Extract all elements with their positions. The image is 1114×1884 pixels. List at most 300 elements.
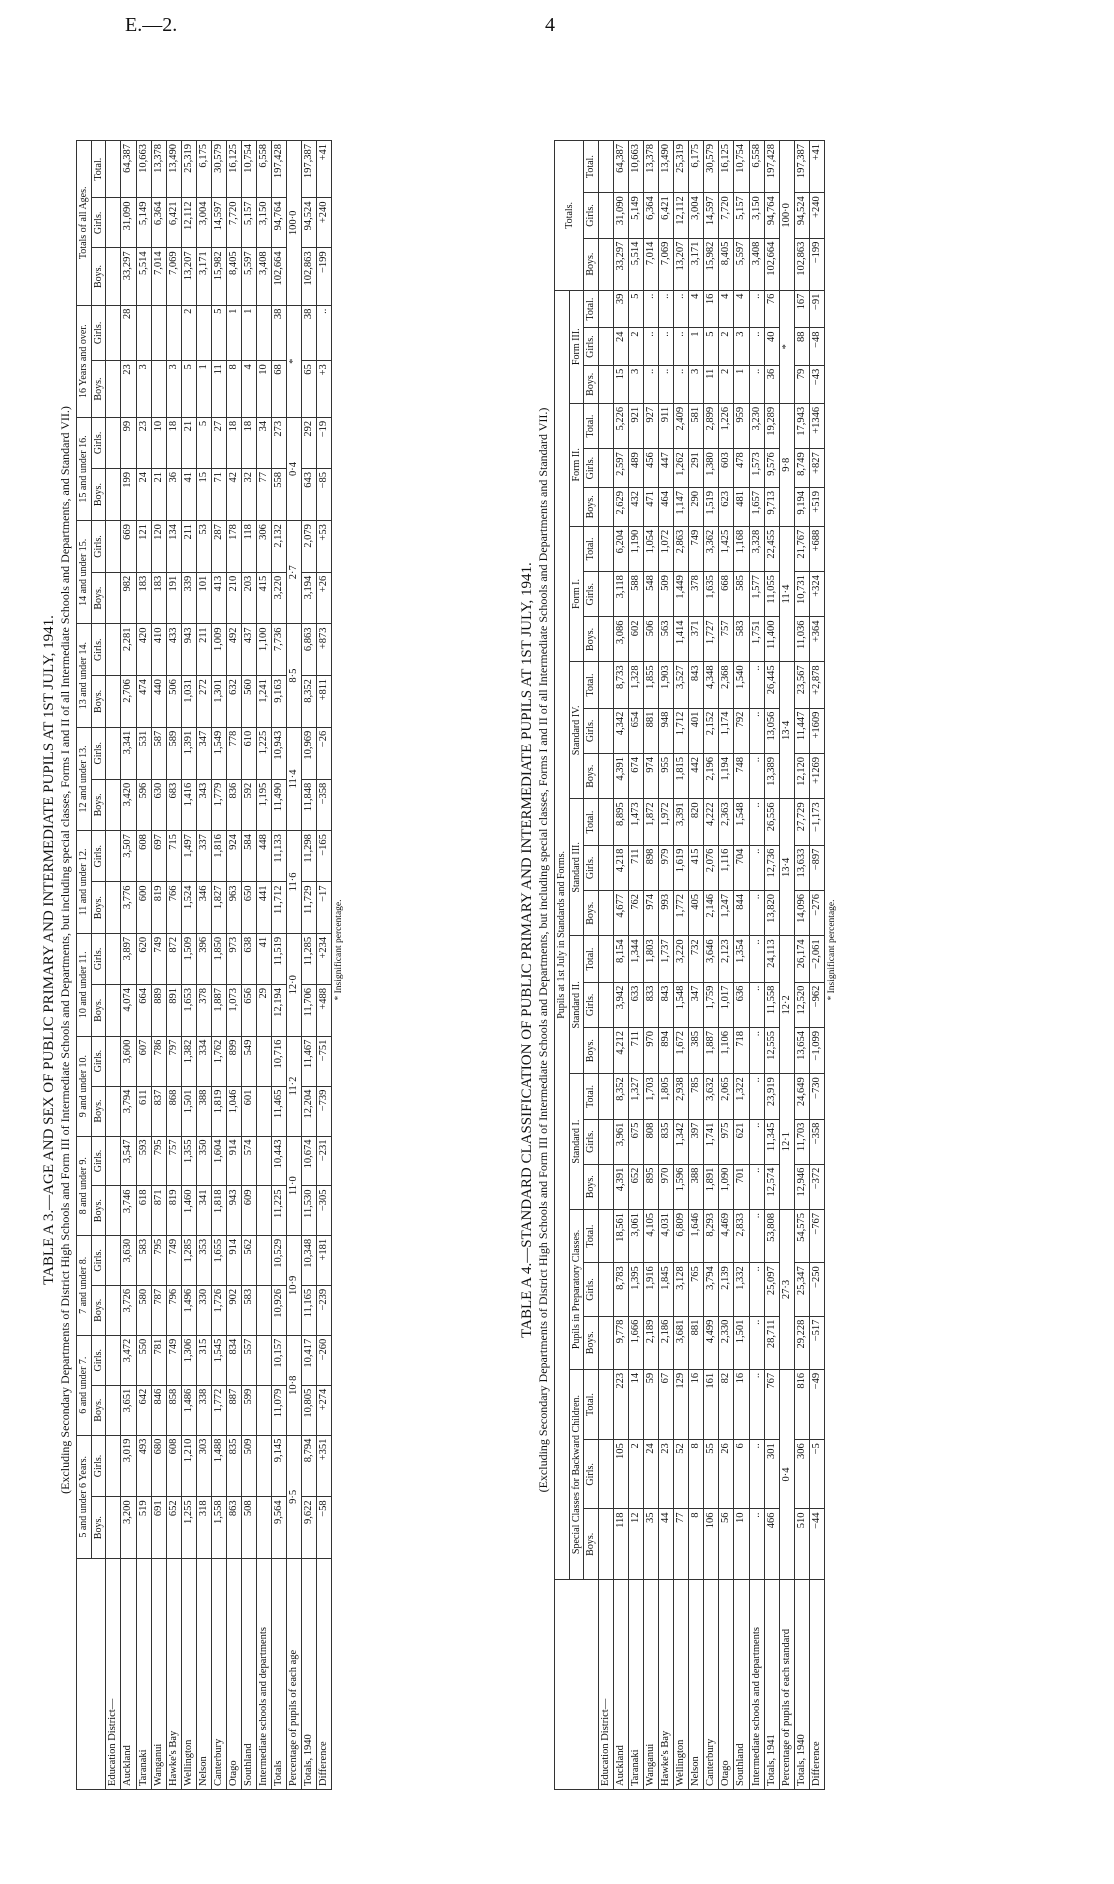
cell-value: 2: [719, 365, 734, 403]
cell-value: 64,387: [121, 141, 136, 198]
cell-value: 456: [644, 449, 659, 488]
cell-value: ..: [749, 1119, 764, 1164]
cell-value: [257, 1497, 272, 1559]
cell-value: 1,174: [719, 708, 734, 753]
cell-value: 2,076: [704, 845, 719, 890]
cell-value: 1: [689, 328, 704, 365]
difference-value: +3: [317, 361, 332, 418]
cell-value: 388: [689, 1164, 704, 1209]
percentage-value: 27·3: [779, 1209, 794, 1369]
cell-value: 1,262: [674, 449, 689, 488]
cell-value: 1,887: [704, 1028, 719, 1074]
cell-value: 3,646: [704, 936, 719, 982]
cell-value: 105: [613, 1440, 628, 1509]
cell-value: 1,301: [211, 676, 226, 728]
cell-value: 5,514: [136, 248, 151, 305]
cell-value: 10: [151, 417, 166, 468]
cell-value: ..: [749, 799, 764, 845]
difference-value: +488: [317, 984, 332, 1036]
col-total-header: Total.: [584, 662, 599, 708]
cell-value: 1,703: [644, 1074, 659, 1119]
cell-value: 1,382: [181, 1036, 196, 1086]
empty-cell: [106, 1335, 121, 1385]
age-group-header: 9 and under 10.: [77, 1036, 92, 1136]
district-name: Southland: [734, 1580, 749, 1790]
table-row: [749, 141, 764, 1790]
difference-value: −517: [809, 1316, 824, 1369]
cell-value: [257, 1036, 272, 1086]
cell-value: ..: [644, 365, 659, 403]
difference-value: ..: [317, 305, 332, 361]
cell-value: 6,175: [689, 141, 704, 193]
cell-value: 1,344: [629, 936, 644, 982]
cell-value: 765: [689, 1263, 704, 1316]
cell-value: 33,297: [613, 238, 628, 290]
total-value: 13,389: [764, 754, 779, 799]
cell-value: 26: [719, 1440, 734, 1509]
cell-value: 894: [659, 1028, 674, 1074]
cell-value: 1,751: [749, 617, 764, 662]
col-boys-header: Boys.: [91, 469, 106, 521]
total-value: 76: [764, 290, 779, 328]
empty-cell: [106, 1385, 121, 1435]
cell-value: 607: [136, 1036, 151, 1086]
col-girls-header: Girls.: [91, 727, 106, 779]
cell-value: 1,604: [211, 1136, 226, 1186]
cell-value: 306: [257, 521, 272, 573]
cell-value: [166, 305, 181, 361]
cell-value: 3,794: [704, 1263, 719, 1316]
cell-value: 1: [241, 305, 256, 361]
col-girls-header: Girls.: [91, 305, 106, 361]
cell-value: 623: [719, 487, 734, 526]
col-girls-header: Girls.: [91, 417, 106, 468]
cell-value: 835: [659, 1119, 674, 1164]
table-a4: [554, 140, 824, 1790]
standard-group-header: Standard III.: [569, 799, 584, 936]
total-value: 12,736: [764, 845, 779, 890]
cell-value: 609: [241, 1186, 256, 1235]
empty-cell: [106, 984, 121, 1036]
total-value: 28,711: [764, 1316, 779, 1369]
total-value: 11,400: [764, 617, 779, 662]
empty-cell: [106, 521, 121, 573]
table-row: [734, 141, 749, 1790]
total-value: 22,455: [764, 526, 779, 571]
difference-value: −239: [317, 1285, 332, 1335]
cell-value: 318: [196, 1497, 211, 1559]
totals-label: Totals: [272, 1559, 287, 1790]
cell-value: 2,629: [613, 487, 628, 526]
cell-value: ..: [749, 365, 764, 403]
cell-value: 1,540: [734, 662, 749, 708]
empty-cell: [598, 526, 613, 571]
age-group-header: 7 and under 8.: [77, 1235, 92, 1335]
totals-1940-value: 197,387: [302, 141, 317, 198]
section-label: Education District—: [598, 1580, 613, 1790]
cell-value: 656: [241, 984, 256, 1036]
cell-value: 31,090: [613, 193, 628, 238]
percentage-value: 12·1: [779, 1074, 794, 1210]
cell-value: 8,352: [613, 1074, 628, 1119]
total-value: 23,919: [764, 1074, 779, 1119]
percentage-value: 100·0: [287, 141, 302, 306]
difference-label: Difference: [317, 1559, 332, 1790]
totals-1940-value: 102,863: [302, 248, 317, 305]
cell-value: 596: [136, 779, 151, 830]
cell-value: 6,175: [196, 141, 211, 198]
percentage-value: 12·2: [779, 936, 794, 1074]
totals-1940-value: 10,417: [302, 1335, 317, 1385]
total-value: 102,664: [764, 238, 779, 290]
cell-value: 10: [734, 1509, 749, 1580]
cell-value: 4,499: [704, 1316, 719, 1369]
cell-value: 478: [734, 449, 749, 488]
difference-value: +41: [317, 141, 332, 198]
totals-1940-value: 21,767: [794, 526, 809, 571]
cell-value: 837: [151, 1086, 166, 1136]
totals-1940-value: 17,943: [794, 403, 809, 448]
cell-value: 749: [166, 1235, 181, 1285]
cell-value: 334: [196, 1036, 211, 1086]
difference-value: +873: [317, 624, 332, 676]
percentage-value: 10·9: [287, 1235, 302, 1335]
cell-value: 8: [226, 361, 241, 418]
cell-value: 506: [644, 617, 659, 662]
cell-value: 3: [734, 328, 749, 365]
cell-value: 8,293: [704, 1209, 719, 1262]
cell-value: [257, 1435, 272, 1497]
totals-1940-value: 816: [794, 1369, 809, 1439]
total-value: 12,194: [272, 984, 287, 1036]
totals-1940-value: 11,298: [302, 831, 317, 882]
cell-value: 330: [196, 1285, 211, 1335]
cell-value: 82: [719, 1369, 734, 1439]
cell-value: 211: [196, 624, 211, 676]
district-name: Otago: [226, 1559, 241, 1790]
cell-value: 748: [734, 754, 749, 799]
cell-value: 1,887: [211, 984, 226, 1036]
cell-value: 338: [196, 1385, 211, 1435]
cell-value: 868: [166, 1086, 181, 1136]
cell-value: 447: [659, 449, 674, 488]
cell-value: 603: [719, 449, 734, 488]
cell-value: 2,196: [704, 754, 719, 799]
col-boys-header: Boys.: [91, 676, 106, 728]
col-total-header: Total.: [584, 141, 599, 193]
cell-value: 413: [211, 572, 226, 624]
total-value: 11,519: [272, 933, 287, 984]
cell-value: 3,527: [674, 662, 689, 708]
cell-value: ..: [749, 328, 764, 365]
cell-value: 843: [659, 982, 674, 1027]
cell-value: 796: [166, 1285, 181, 1335]
percentage-value: 11·0: [287, 1136, 302, 1235]
cell-value: ..: [749, 1074, 764, 1119]
cell-value: 1,779: [211, 779, 226, 830]
cell-value: 199: [121, 469, 136, 521]
empty-cell: [106, 469, 121, 521]
cell-value: 287: [211, 521, 226, 573]
cell-value: 1,772: [674, 891, 689, 936]
totals-1940-value: 94,524: [302, 198, 317, 248]
cell-value: [257, 1385, 272, 1435]
total-value: 767: [764, 1369, 779, 1439]
empty-cell: [598, 238, 613, 290]
empty-cell: [106, 1235, 121, 1285]
totals-1940-value: 23,567: [794, 662, 809, 708]
col-girls-header: Girls.: [584, 845, 599, 890]
cell-value: 1,737: [659, 936, 674, 982]
cell-value: 1,416: [181, 779, 196, 830]
cell-value: 711: [629, 845, 644, 890]
cell-value: 608: [166, 1435, 181, 1497]
difference-value: −2,061: [809, 936, 824, 982]
cell-value: 4: [241, 361, 256, 418]
col-girls-header: Girls.: [584, 982, 599, 1027]
cell-value: 3,507: [121, 831, 136, 882]
total-value: 9,163: [272, 676, 287, 728]
cell-value: 35: [644, 1509, 659, 1580]
cell-value: [257, 1335, 272, 1385]
cell-value: 668: [719, 572, 734, 617]
cell-value: 508: [241, 1497, 256, 1559]
difference-value: +827: [809, 449, 824, 488]
difference-value: −17: [317, 882, 332, 933]
cell-value: 506: [166, 676, 181, 728]
district-name: Hawke's Bay: [659, 1580, 674, 1790]
difference-value: +26: [317, 572, 332, 624]
cell-value: 1,210: [181, 1435, 196, 1497]
cell-value: 353: [196, 1235, 211, 1285]
section-label: Education District—: [106, 1559, 121, 1790]
cell-value: 592: [241, 779, 256, 830]
total-value: 11,079: [272, 1385, 287, 1435]
totals-1940-value: 54,575: [794, 1209, 809, 1262]
cell-value: 10: [257, 361, 272, 418]
cell-value: ..: [749, 1440, 764, 1509]
cell-value: 872: [166, 933, 181, 984]
cell-value: 550: [136, 1335, 151, 1385]
totals-1940-row: [302, 141, 317, 1790]
cell-value: 14: [629, 1369, 644, 1439]
age-group-header: 15 and under 16.: [77, 417, 92, 520]
cell-value: ..: [659, 328, 674, 365]
cell-value: 1,816: [211, 831, 226, 882]
cell-value: 77: [257, 469, 272, 521]
cell-value: 715: [166, 831, 181, 882]
table-a3-subtitle: (Excluding Secondary Departments of District High Schools and Form III of Intermediate Schools and Departments, but including special classes, Forms I and II of all Intermediate Schools and Departments, and Standard VII.): [58, 406, 72, 1494]
cell-value: ..: [659, 290, 674, 328]
cell-value: 31,090: [121, 198, 136, 248]
total-value: 273: [272, 417, 287, 468]
cell-value: 979: [659, 845, 674, 890]
cell-value: 12: [629, 1509, 644, 1580]
cell-value: 3,150: [749, 193, 764, 238]
col-boys-header: Boys.: [91, 1385, 106, 1435]
cell-value: 6,364: [644, 193, 659, 238]
col-boys-header: Boys.: [91, 779, 106, 830]
difference-value: +2,878: [809, 662, 824, 708]
empty-cell: [106, 1435, 121, 1497]
table-row: [181, 141, 196, 1790]
cell-value: 795: [151, 1136, 166, 1186]
cell-value: ..: [749, 1263, 764, 1316]
totals-1940-value: 29,228: [794, 1316, 809, 1369]
difference-value: −1,099: [809, 1028, 824, 1074]
cell-value: 12,112: [181, 198, 196, 248]
cell-value: 30,579: [211, 141, 226, 198]
cell-value: 1,116: [719, 845, 734, 890]
totals-1940-value: 167: [794, 290, 809, 328]
cell-value: 3,726: [121, 1285, 136, 1335]
totals-group-header: Totals of all Ages.: [77, 141, 92, 306]
cell-value: 7,014: [644, 238, 659, 290]
cell-value: 13,207: [181, 248, 196, 305]
cell-value: 52: [674, 1440, 689, 1509]
difference-value: −26: [317, 727, 332, 779]
cell-value: 410: [151, 624, 166, 676]
percentage-value: 11·4: [779, 526, 794, 662]
cell-value: 8,783: [613, 1263, 628, 1316]
cell-value: 32: [241, 469, 256, 521]
cell-value: 970: [644, 1028, 659, 1074]
cell-value: 15: [613, 365, 628, 403]
percentage-value: 10·8: [287, 1335, 302, 1435]
totals-1940-value: 10,348: [302, 1235, 317, 1285]
percentage-value: 9·5: [287, 1435, 302, 1558]
difference-row: [317, 141, 332, 1790]
totals-1940-value: 24,649: [794, 1074, 809, 1119]
cell-value: 959: [734, 403, 749, 448]
cell-value: 210: [226, 572, 241, 624]
cell-value: 442: [689, 754, 704, 799]
col-girls-header: Girls.: [584, 1263, 599, 1316]
cell-value: 3: [629, 365, 644, 403]
cell-value: 2: [629, 328, 644, 365]
standard-group-header: Special Classes for Backward Children.: [569, 1369, 584, 1579]
age-group-header: 10 and under 11.: [77, 933, 92, 1036]
cell-value: [257, 1086, 272, 1136]
cell-value: 1,322: [734, 1074, 749, 1119]
cell-value: 24: [136, 469, 151, 521]
cell-value: 3,547: [121, 1136, 136, 1186]
totals-1940-value: 8,749: [794, 449, 809, 488]
cell-value: 1,855: [644, 662, 659, 708]
cell-value: 7,014: [151, 248, 166, 305]
empty-cell: [598, 799, 613, 845]
cell-value: [196, 305, 211, 361]
cell-value: ..: [749, 1164, 764, 1209]
cell-value: 602: [629, 617, 644, 662]
cell-value: 13,378: [644, 141, 659, 193]
cell-value: 599: [241, 1385, 256, 1435]
cell-value: 1,072: [659, 526, 674, 571]
cell-value: 13,378: [151, 141, 166, 198]
cell-value: 1,772: [211, 1385, 226, 1435]
totals-1940-value: 3,194: [302, 572, 317, 624]
cell-value: 492: [226, 624, 241, 676]
cell-value: 1,488: [211, 1435, 226, 1497]
total-value: 24,113: [764, 936, 779, 982]
cell-value: 25,319: [674, 141, 689, 193]
cell-value: 2,597: [613, 449, 628, 488]
totals-1940-label: Totals, 1940: [302, 1559, 317, 1790]
cell-value: ..: [749, 290, 764, 328]
cell-value: 405: [689, 891, 704, 936]
total-value: 10,443: [272, 1136, 287, 1186]
cell-value: 632: [226, 676, 241, 728]
cell-value: 161: [704, 1369, 719, 1439]
cell-value: 701: [734, 1164, 749, 1209]
cell-value: 303: [196, 1435, 211, 1497]
cell-value: ..: [749, 891, 764, 936]
standard-group-header: Standard IV.: [569, 662, 584, 799]
table-a3-footnote: * Insignificant percentage.: [334, 899, 345, 1001]
cell-value: 7,720: [719, 193, 734, 238]
cell-value: 10,663: [136, 141, 151, 198]
percentage-value: *: [287, 305, 302, 417]
cell-value: 2: [629, 1440, 644, 1509]
total-value: 13,056: [764, 708, 779, 753]
totals-1940-value: 6,863: [302, 624, 317, 676]
cell-value: 749: [689, 526, 704, 571]
cell-value: 5,149: [629, 193, 644, 238]
cell-value: 509: [241, 1435, 256, 1497]
percentage-label: Percentage of pupils of each standard: [779, 1580, 794, 1790]
empty-cell: [598, 328, 613, 365]
cell-value: 4,391: [613, 1164, 628, 1209]
cell-value: 1,449: [674, 572, 689, 617]
cell-value: 118: [241, 521, 256, 573]
col-boys-header: Boys.: [584, 238, 599, 290]
cell-value: 585: [734, 572, 749, 617]
difference-value: +1269: [809, 754, 824, 799]
cell-value: 610: [241, 727, 256, 779]
cell-value: 10,663: [629, 141, 644, 193]
cell-value: 5,226: [613, 403, 628, 448]
table-a4-subtitle: (Excluding Secondary Departments of District High Schools and Form III of Intermediate Schools and Departments, but including special classes, Forms I and II of all Intermediate Schools and Departments and Standard VII.): [536, 407, 550, 1493]
total-value: 13,820: [764, 891, 779, 936]
cell-value: 178: [226, 521, 241, 573]
cell-value: 797: [166, 1036, 181, 1086]
cell-value: 1,147: [674, 487, 689, 526]
empty-cell: [598, 487, 613, 526]
total-value: 11,490: [272, 779, 287, 830]
cell-value: 27: [211, 417, 226, 468]
table-a3: [76, 140, 332, 1790]
row-label-header: [555, 1580, 599, 1790]
table-row: [211, 141, 226, 1790]
cell-value: 14,597: [704, 193, 719, 238]
cell-value: 1,496: [181, 1285, 196, 1335]
section-row: [106, 141, 121, 1790]
table-row: [136, 141, 151, 1790]
total-value: 12,574: [764, 1164, 779, 1209]
cell-value: 858: [166, 1385, 181, 1435]
cell-value: 3,651: [121, 1385, 136, 1435]
cell-value: 844: [734, 891, 749, 936]
cell-value: 23: [136, 417, 151, 468]
cell-value: 28: [121, 305, 136, 361]
cell-value: 924: [226, 831, 241, 882]
cell-value: 509: [659, 572, 674, 617]
cell-value: 1,190: [629, 526, 644, 571]
total-value: 11,558: [764, 982, 779, 1027]
col-boys-header: Boys.: [91, 572, 106, 624]
cell-value: 3: [136, 361, 151, 418]
cell-value: 18,561: [613, 1209, 628, 1262]
